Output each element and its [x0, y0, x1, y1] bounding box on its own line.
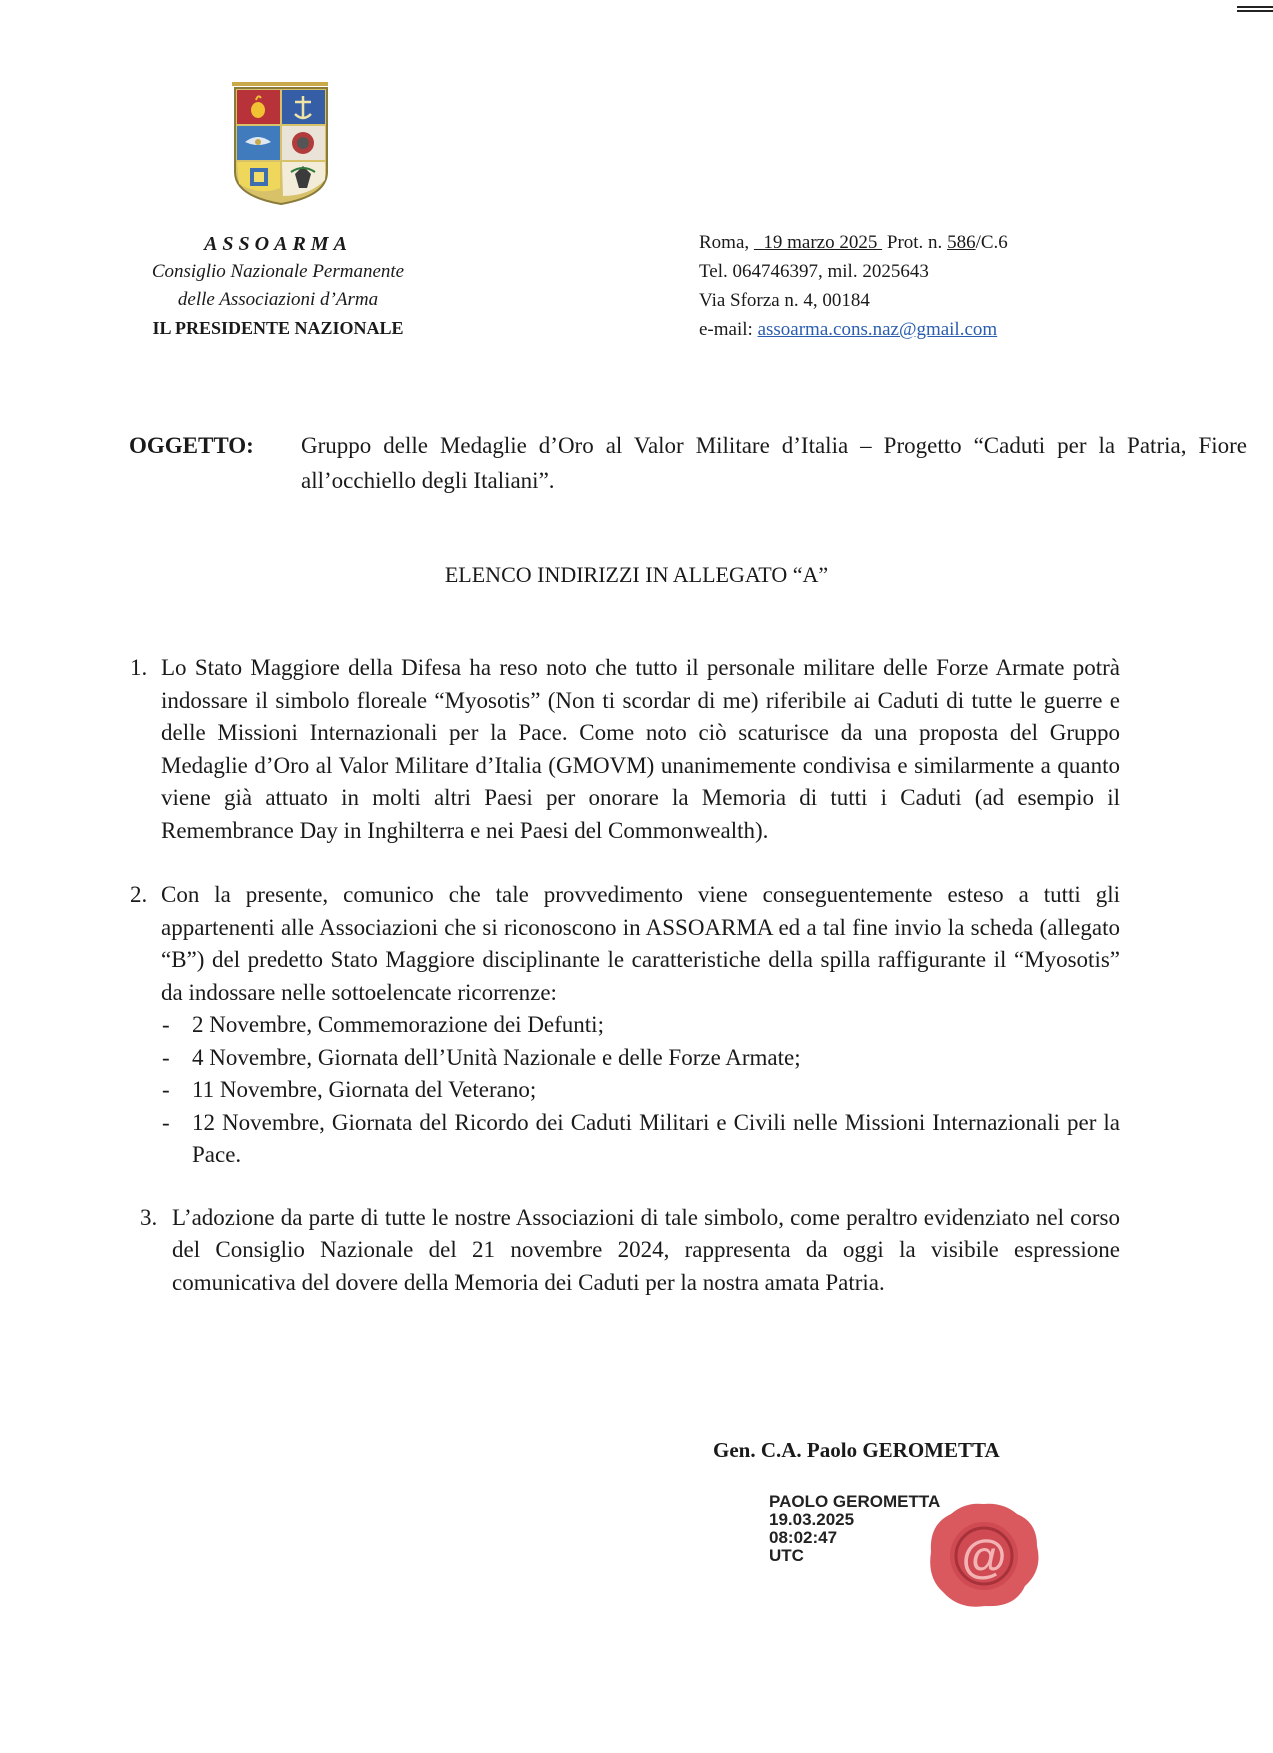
- paragraph-text: Con la presente, comunico che tale provvedimento viene conseguentemente esteso a tutti gli appartenenti alle Associazioni che si riconoscono in ASSOARMA ed a tal fine invio la scheda (allegato “B”) del predetto Stato Maggiore disciplinante le caratteristiche della spilla raffigurante il “Myosotis” da indossare nelle sottoelencate ricorrenze:: [161, 882, 1120, 1005]
- list-item: - 12 Novembre, Giornata del Ricordo dei Caduti Militari e Civili nelle Missioni Internazionali per la Pace.: [162, 1109, 1120, 1167]
- organization-header: [110, 230, 446, 342]
- email-link[interactable]: assoarma.cons.naz@gmail.com: [757, 319, 998, 340]
- paragraph-number: 2.: [130, 882, 148, 907]
- digital-signer: PAOLO GEROMETTA: [769, 1492, 941, 1511]
- paragraph-3: [120, 1202, 1120, 1300]
- paragraph-number: 3.: [140, 1204, 158, 1230]
- paragraph-text: Lo Stato Maggiore della Difesa ha reso noto che tutto il personale militare delle Forze Armate potrà indossare il simbolo floreale “Myosotis” (Non ti scordar di me) riferibile ai Caduti di tutte le guerre e delle Missioni Internazionali per la Pace. Come noto ciò scaturisce da una proposta del Gruppo Medaglie d’Oro al Valor Militare d’Italia (GMOVM) unanimemente condivisa e similarmente a quanto viene già attuato in molti altri Paesi per onorare la Memoria di tutti i Caduti (ad esempio il Remembrance Day in Inghilterra e nei Paesi del Commonwealth).: [161, 655, 1120, 843]
- paragraph-1: [120, 652, 1120, 847]
- telephone-line: Tel. 064746397, mil. 2025643: [699, 261, 929, 282]
- subject-text: Gruppo delle Medaglie d’Oro al Valor Militare d’Italia – Progetto “Caduti per la Patria, Fiore all’occhiello degli Italiani”.: [301, 433, 1247, 493]
- organization-line2: delle Associazioni d’Arma: [177, 289, 379, 310]
- scan-mark: [1237, 0, 1273, 8]
- letter-date: 19 marzo 2025: [763, 232, 878, 253]
- protocol-suffix: /C.6: [975, 232, 1008, 253]
- protocol-label: Prot. n.: [886, 232, 943, 253]
- list-item: - 4 Novembre, Giornata dell’Unità Nazionale e delle Forze Armate;: [162, 1044, 801, 1070]
- date-protocol-line: [699, 228, 1169, 257]
- digital-timezone: UTC: [769, 1546, 804, 1565]
- distribution-line: ELENCO INDIRIZZI IN ALLEGATO “A”: [444, 562, 829, 587]
- email-label: e-mail:: [699, 319, 753, 340]
- digital-date: 19.03.2025: [769, 1510, 855, 1529]
- paragraph-2: [120, 879, 1120, 1009]
- subject-label: OGGETTO:: [129, 433, 254, 458]
- email-line: [699, 315, 1169, 344]
- digital-time: 08:02:47: [769, 1528, 838, 1547]
- assoarma-emblem-icon: [231, 80, 331, 206]
- city-label: Roma,: [699, 232, 750, 253]
- letter-body: [120, 652, 1120, 1299]
- organization-name: ASSOARMA: [204, 233, 352, 255]
- paragraph-text: L’adozione da parte di tutte le nostre Associazioni di tale simbolo, come peraltro evidenziato nel corso del Consiglio Nazionale del 21 novembre 2024, rappresenta da oggi la visibile espressione comunicativa del dovere della Memoria dei Caduti per la nostra amata Patria.: [172, 1204, 1120, 1295]
- wax-seal-icon: [925, 1500, 1043, 1612]
- digital-signature-stamp: [769, 1493, 940, 1565]
- letter-header-info: [699, 228, 1169, 344]
- list-item: - 2 Novembre, Commemorazione dei Defunti;: [162, 1012, 604, 1037]
- paragraph-number: 1.: [130, 655, 148, 680]
- address-line: Via Sforza n. 4, 00184: [699, 290, 870, 311]
- signatory-name: Gen. C.A. Paolo GEROMETTA: [713, 1438, 1000, 1462]
- svg-text:@: @: [961, 1530, 1007, 1582]
- list-item: - 11 Novembre, Giornata del Veterano;: [162, 1077, 537, 1102]
- protocol-number: 586: [947, 232, 976, 253]
- organization-president: IL PRESIDENTE NAZIONALE: [152, 318, 404, 338]
- organization-line1: Consiglio Nazionale Permanente: [151, 261, 405, 282]
